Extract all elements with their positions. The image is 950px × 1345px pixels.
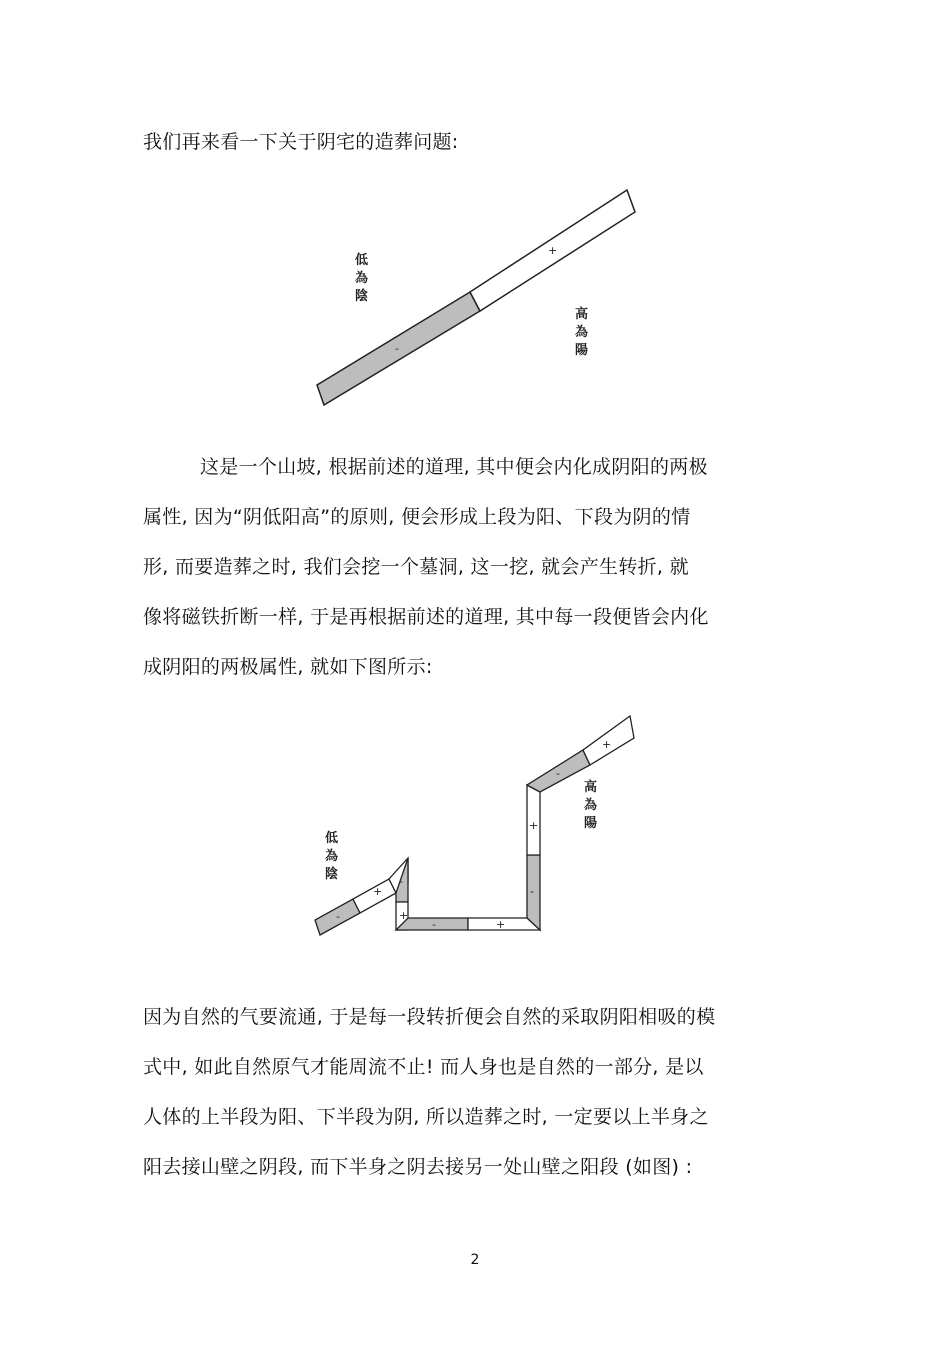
minus-sign: - [395,342,399,355]
paragraph-line: 属性, 因为“阴低阳高”的原则, 便会形成上段为阳、下段为阴的情 [143,506,691,528]
grave-diagram [300,705,660,950]
minus-sign: - [530,885,534,898]
paragraph-line: 这是一个山坡, 根据前述的道理, 其中便会内化成阴阳的两极 [200,456,708,478]
paragraph-line: 形, 而要造葬之时, 我们会挖一个墓洞, 这一挖, 就会产生转折, 就 [143,556,689,578]
paragraph-line: 因为自然的气要流通, 于是每一段转折便会自然的采取阴阳相吸的模 [143,1006,716,1028]
low-yin-label-1: 低 [325,831,339,846]
high-yang-label-2: 為 [575,325,589,340]
plus-sign: + [399,909,409,922]
plus-sign: + [373,885,383,898]
low-yin-label-3: 陰 [355,289,369,304]
paragraph-line: 式中, 如此自然原气才能周流不止! 而人身也是自然的一部分, 是以 [143,1056,704,1078]
low-yin-label-2: 為 [355,271,369,286]
paragraph-line: 人体的上半段为阳、下半段为阴, 所以造葬之时, 一定要以上半身之 [143,1106,709,1128]
minus-sign: - [556,767,560,780]
plus-sign: + [548,244,558,257]
plus-sign: + [529,819,539,832]
minus-sign: - [432,918,436,931]
high-yang-label-1: 高 [584,780,598,795]
plus-sign: + [602,738,612,751]
plus-sign: + [496,918,506,931]
low-yin-label-3: 陰 [325,867,339,882]
paragraph-line: 成阴阳的两极属性, 就如下图所示: [143,656,433,678]
minus-sign: - [399,875,403,888]
paragraph-line: 像将磁铁折断一样, 于是再根据前述的道理, 其中每一段便皆会内化 [143,606,709,628]
slope-diagram [300,180,660,420]
paragraph-line: 阳去接山壁之阴段, 而下半身之阴去接另一处山壁之阳段 (如图) : [143,1156,693,1178]
high-yang-label-2: 為 [584,798,598,813]
low-yin-label-1: 低 [355,253,369,268]
minus-sign: - [336,910,340,923]
high-yang-label-1: 高 [575,307,589,322]
page-number: 2 [470,1252,480,1268]
high-yang-label-3: 陽 [575,343,589,358]
high-yang-label-3: 陽 [584,816,598,831]
low-yin-label-2: 為 [325,849,339,864]
intro-text: 我们再来看一下关于阴宅的造葬问题: [143,131,459,153]
